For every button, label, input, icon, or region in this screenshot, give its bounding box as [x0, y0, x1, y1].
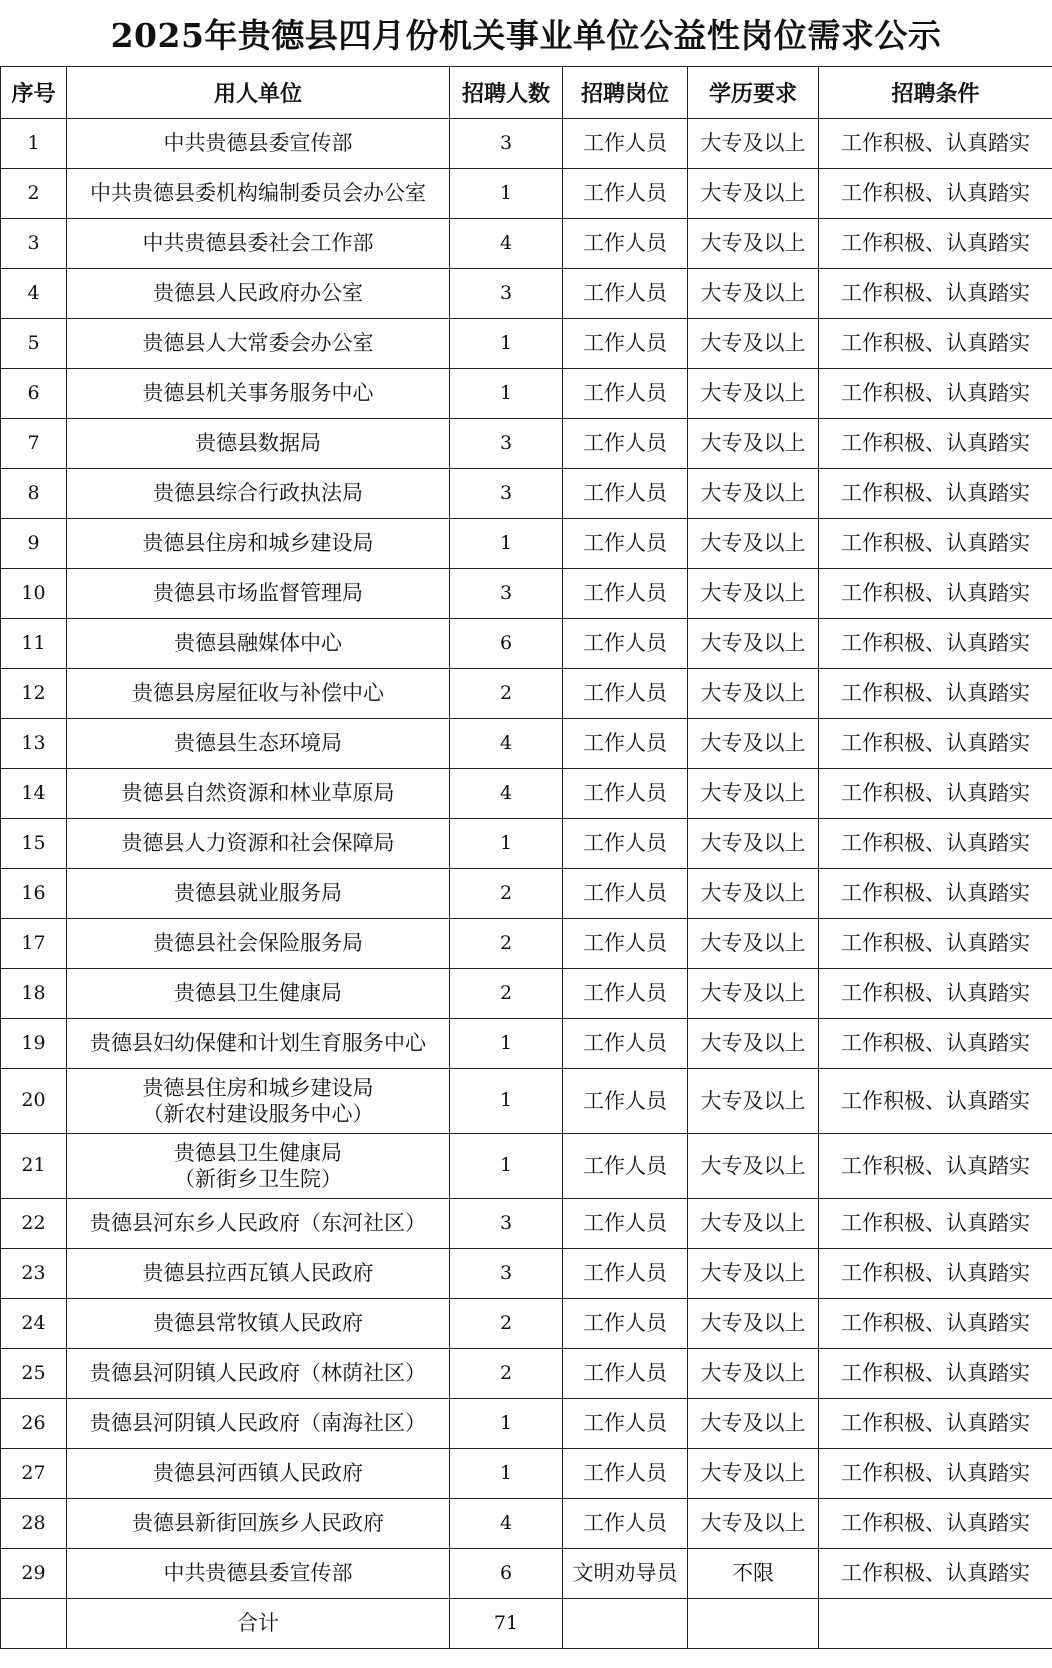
row-unit	[67, 369, 450, 419]
row-unit	[67, 1019, 450, 1069]
table-row	[1, 719, 1052, 769]
row-post: 工作人员	[563, 1199, 688, 1249]
row-unit	[67, 269, 450, 319]
row-education: 大专及以上	[688, 119, 819, 169]
row-index: 5	[1, 319, 67, 369]
row-conditions: 工作积极、认真踏实	[819, 819, 1052, 869]
row-count: 3	[450, 119, 563, 169]
row-conditions: 工作积极、认真踏实	[819, 1549, 1052, 1599]
row-unit	[67, 919, 450, 969]
table-row	[1, 1399, 1052, 1449]
row-education: 大专及以上	[688, 869, 819, 919]
table-row	[1, 1299, 1052, 1349]
table-row	[1, 169, 1052, 219]
row-unit-name: 贵德县新街回族乡人民政府	[132, 1511, 384, 1536]
row-index: 22	[1, 1199, 67, 1249]
table-row	[1, 119, 1052, 169]
row-post: 工作人员	[563, 669, 688, 719]
row-education: 不限	[688, 1549, 819, 1599]
row-education: 大专及以上	[688, 569, 819, 619]
row-count: 2	[450, 869, 563, 919]
row-conditions: 工作积极、认真踏实	[819, 1249, 1052, 1299]
table-row	[1, 269, 1052, 319]
row-education: 大专及以上	[688, 619, 819, 669]
row-education: 大专及以上	[688, 1199, 819, 1249]
row-post: 工作人员	[563, 769, 688, 819]
row-post: 工作人员	[563, 569, 688, 619]
table-row	[1, 819, 1052, 869]
row-post: 工作人员	[563, 1399, 688, 1449]
row-unit-name: 贵德县综合行政执法局	[153, 481, 363, 506]
row-unit-name: 贵德县河东乡人民政府（东河社区）	[90, 1211, 426, 1236]
row-index: 15	[1, 819, 67, 869]
row-index: 8	[1, 469, 67, 519]
row-post: 工作人员	[563, 1349, 688, 1399]
row-unit-name: 贵德县常牧镇人民政府	[153, 1311, 363, 1336]
row-post: 工作人员	[563, 319, 688, 369]
row-conditions: 工作积极、认真踏实	[819, 369, 1052, 419]
row-unit-name: 贵德县机关事务服务中心	[142, 381, 374, 406]
row-count: 1	[450, 1019, 563, 1069]
row-count: 4	[450, 719, 563, 769]
row-unit-name: 中共贵德县委宣传部	[163, 131, 353, 156]
row-unit-name: 贵德县人大常委会办公室	[142, 331, 374, 356]
row-count: 3	[450, 1249, 563, 1299]
row-conditions: 工作积极、认真踏实	[819, 619, 1052, 669]
row-unit	[67, 1134, 450, 1199]
row-conditions: 工作积极、认真踏实	[819, 1399, 1052, 1449]
row-count: 6	[450, 619, 563, 669]
header-count: 招聘人数	[450, 67, 563, 119]
row-education: 大专及以上	[688, 1399, 819, 1449]
row-education: 大专及以上	[688, 469, 819, 519]
row-count: 3	[450, 419, 563, 469]
row-count: 2	[450, 969, 563, 1019]
row-education: 大专及以上	[688, 1019, 819, 1069]
row-unit	[67, 1449, 450, 1499]
row-index: 25	[1, 1349, 67, 1399]
row-conditions: 工作积极、认真踏实	[819, 169, 1052, 219]
row-unit-name: 贵德县社会保险服务局	[153, 931, 363, 956]
row-unit-name: 贵德县妇幼保健和计划生育服务中心	[90, 1031, 426, 1056]
row-unit	[67, 1399, 450, 1449]
row-unit	[67, 619, 450, 669]
row-unit	[67, 1299, 450, 1349]
table-row	[1, 369, 1052, 419]
row-index: 23	[1, 1249, 67, 1299]
row-unit-name: 贵德县市场监督管理局	[153, 581, 363, 606]
table-row	[1, 1249, 1052, 1299]
row-index: 13	[1, 719, 67, 769]
row-conditions: 工作积极、认真踏实	[819, 919, 1052, 969]
row-count: 1	[450, 1399, 563, 1449]
row-unit-name: 贵德县人力资源和社会保障局	[121, 831, 395, 856]
row-conditions: 工作积极、认真踏实	[819, 219, 1052, 269]
table-row	[1, 1069, 1052, 1134]
total-row	[1, 1599, 1052, 1649]
row-conditions: 工作积极、认真踏实	[819, 319, 1052, 369]
table-row	[1, 1499, 1052, 1549]
table-row	[1, 869, 1052, 919]
total-index-cell	[1, 1599, 67, 1649]
row-unit-name: 贵德县卫生健康局	[174, 1140, 342, 1165]
row-education: 大专及以上	[688, 1069, 819, 1134]
row-education: 大专及以上	[688, 369, 819, 419]
row-unit-subname: （新农村建设服务中心）	[142, 1102, 374, 1126]
row-post: 工作人员	[563, 419, 688, 469]
total-edu-cell	[688, 1599, 819, 1649]
row-unit-name: 贵德县卫生健康局	[174, 981, 342, 1006]
row-unit	[67, 1199, 450, 1249]
table-row	[1, 1019, 1052, 1069]
row-conditions: 工作积极、认真踏实	[819, 1349, 1052, 1399]
total-label: 合计	[67, 1599, 450, 1649]
row-unit-name: 贵德县拉西瓦镇人民政府	[142, 1261, 374, 1286]
row-unit	[67, 469, 450, 519]
row-unit-name: 中共贵德县委社会工作部	[142, 231, 374, 256]
row-conditions: 工作积极、认真踏实	[819, 469, 1052, 519]
row-conditions: 工作积极、认真踏实	[819, 669, 1052, 719]
table-row	[1, 1449, 1052, 1499]
table-row	[1, 1349, 1052, 1399]
row-unit-name: 贵德县河阴镇人民政府（林荫社区）	[90, 1361, 426, 1386]
row-conditions: 工作积极、认真踏实	[819, 1199, 1052, 1249]
row-count: 1	[450, 1069, 563, 1134]
row-education: 大专及以上	[688, 269, 819, 319]
row-education: 大专及以上	[688, 1449, 819, 1499]
row-unit	[67, 819, 450, 869]
row-count: 3	[450, 269, 563, 319]
row-post: 工作人员	[563, 519, 688, 569]
row-education: 大专及以上	[688, 969, 819, 1019]
row-unit-name: 贵德县自然资源和林业草原局	[121, 781, 395, 806]
row-index: 29	[1, 1549, 67, 1599]
row-post: 工作人员	[563, 219, 688, 269]
table-row	[1, 969, 1052, 1019]
total-cond-cell	[819, 1599, 1052, 1649]
row-education: 大专及以上	[688, 669, 819, 719]
row-conditions: 工作积极、认真踏实	[819, 769, 1052, 819]
row-unit-name: 贵德县生态环境局	[174, 731, 342, 756]
row-education: 大专及以上	[688, 769, 819, 819]
row-unit-name: 中共贵德县委宣传部	[163, 1561, 353, 1586]
row-unit-name: 贵德县融媒体中心	[174, 631, 342, 656]
table-row	[1, 1134, 1052, 1199]
row-count: 6	[450, 1549, 563, 1599]
row-count: 2	[450, 1299, 563, 1349]
row-post: 工作人员	[563, 619, 688, 669]
row-education: 大专及以上	[688, 1134, 819, 1199]
row-count: 1	[450, 319, 563, 369]
page-title: 2025年贵德县四月份机关事业单位公益性岗位需求公示	[0, 0, 1052, 67]
row-unit	[67, 969, 450, 1019]
row-count: 1	[450, 519, 563, 569]
row-education: 大专及以上	[688, 519, 819, 569]
row-post: 工作人员	[563, 119, 688, 169]
row-conditions: 工作积极、认真踏实	[819, 1019, 1052, 1069]
row-post: 工作人员	[563, 1134, 688, 1199]
row-conditions: 工作积极、认真踏实	[819, 1134, 1052, 1199]
row-unit	[67, 1549, 450, 1599]
row-index: 21	[1, 1134, 67, 1199]
row-post: 工作人员	[563, 1249, 688, 1299]
row-conditions: 工作积极、认真踏实	[819, 1499, 1052, 1549]
row-unit-name: 贵德县住房和城乡建设局	[142, 531, 374, 556]
row-index: 14	[1, 769, 67, 819]
row-unit-name: 贵德县人民政府办公室	[153, 281, 363, 306]
row-index: 24	[1, 1299, 67, 1349]
row-count: 4	[450, 219, 563, 269]
row-count: 1	[450, 369, 563, 419]
table-row	[1, 569, 1052, 619]
row-index: 3	[1, 219, 67, 269]
table-row	[1, 919, 1052, 969]
row-conditions: 工作积极、认真踏实	[819, 1449, 1052, 1499]
table-body	[1, 119, 1052, 1599]
row-unit	[67, 169, 450, 219]
row-post: 工作人员	[563, 169, 688, 219]
row-unit-subname: （新街乡卫生院）	[174, 1167, 342, 1191]
row-post: 文明劝导员	[563, 1549, 688, 1599]
row-education: 大专及以上	[688, 819, 819, 869]
row-index: 20	[1, 1069, 67, 1134]
header-post: 招聘岗位	[563, 67, 688, 119]
row-index: 17	[1, 919, 67, 969]
row-conditions: 工作积极、认真踏实	[819, 969, 1052, 1019]
row-education: 大专及以上	[688, 1499, 819, 1549]
row-education: 大专及以上	[688, 1349, 819, 1399]
row-unit	[67, 719, 450, 769]
row-conditions: 工作积极、认真踏实	[819, 269, 1052, 319]
row-unit	[67, 119, 450, 169]
header-unit: 用人单位	[67, 67, 450, 119]
row-post: 工作人员	[563, 869, 688, 919]
header-conditions: 招聘条件	[819, 67, 1052, 119]
row-conditions: 工作积极、认真踏实	[819, 719, 1052, 769]
row-unit	[67, 869, 450, 919]
row-unit	[67, 1249, 450, 1299]
row-index: 10	[1, 569, 67, 619]
row-post: 工作人员	[563, 1499, 688, 1549]
total-count: 71	[450, 1599, 563, 1649]
row-index: 26	[1, 1399, 67, 1449]
row-index: 1	[1, 119, 67, 169]
row-index: 12	[1, 669, 67, 719]
row-count: 3	[450, 1199, 563, 1249]
row-count: 4	[450, 769, 563, 819]
row-conditions: 工作积极、认真踏实	[819, 869, 1052, 919]
row-count: 4	[450, 1499, 563, 1549]
row-conditions: 工作积极、认真踏实	[819, 569, 1052, 619]
row-post: 工作人员	[563, 269, 688, 319]
row-unit	[67, 519, 450, 569]
table-row	[1, 419, 1052, 469]
row-unit	[67, 769, 450, 819]
table-row	[1, 769, 1052, 819]
row-post: 工作人员	[563, 1299, 688, 1349]
row-unit-name: 贵德县河西镇人民政府	[153, 1461, 363, 1486]
row-count: 3	[450, 469, 563, 519]
row-unit-name: 贵德县河阴镇人民政府（南海社区）	[90, 1411, 426, 1436]
row-index: 16	[1, 869, 67, 919]
row-unit	[67, 1499, 450, 1549]
row-index: 4	[1, 269, 67, 319]
row-conditions: 工作积极、认真踏实	[819, 119, 1052, 169]
row-unit-name: 贵德县数据局	[195, 431, 321, 456]
row-education: 大专及以上	[688, 419, 819, 469]
row-unit	[67, 1349, 450, 1399]
row-count: 2	[450, 669, 563, 719]
row-unit-name: 贵德县住房和城乡建设局	[142, 1075, 374, 1100]
row-index: 6	[1, 369, 67, 419]
row-post: 工作人员	[563, 819, 688, 869]
row-index: 28	[1, 1499, 67, 1549]
row-education: 大专及以上	[688, 169, 819, 219]
row-index: 2	[1, 169, 67, 219]
row-index: 19	[1, 1019, 67, 1069]
table-row	[1, 469, 1052, 519]
row-education: 大专及以上	[688, 719, 819, 769]
header-education: 学历要求	[688, 67, 819, 119]
row-post: 工作人员	[563, 469, 688, 519]
table-row	[1, 319, 1052, 369]
row-index: 27	[1, 1449, 67, 1499]
row-education: 大专及以上	[688, 1249, 819, 1299]
row-conditions: 工作积极、认真踏实	[819, 1069, 1052, 1134]
row-unit-name: 中共贵德县委机构编制委员会办公室	[90, 181, 426, 206]
row-unit	[67, 319, 450, 369]
row-count: 1	[450, 1449, 563, 1499]
table-row	[1, 519, 1052, 569]
row-education: 大专及以上	[688, 219, 819, 269]
row-unit-name: 贵德县就业服务局	[174, 881, 342, 906]
row-post: 工作人员	[563, 719, 688, 769]
row-count: 1	[450, 1134, 563, 1199]
table-row	[1, 1199, 1052, 1249]
table-row	[1, 619, 1052, 669]
row-education: 大专及以上	[688, 319, 819, 369]
row-count: 2	[450, 1349, 563, 1399]
table-row	[1, 669, 1052, 719]
row-count: 1	[450, 169, 563, 219]
table-header-row	[1, 67, 1052, 119]
row-count: 2	[450, 919, 563, 969]
recruitment-table	[0, 66, 1052, 1649]
row-unit-name: 贵德县房屋征收与补偿中心	[132, 681, 384, 706]
row-count: 3	[450, 569, 563, 619]
row-index: 11	[1, 619, 67, 669]
row-count: 1	[450, 819, 563, 869]
row-conditions: 工作积极、认真踏实	[819, 1299, 1052, 1349]
row-unit	[67, 669, 450, 719]
row-post: 工作人员	[563, 969, 688, 1019]
row-education: 大专及以上	[688, 919, 819, 969]
row-conditions: 工作积极、认真踏实	[819, 419, 1052, 469]
row-index: 18	[1, 969, 67, 1019]
row-index: 7	[1, 419, 67, 469]
row-index: 9	[1, 519, 67, 569]
table-row	[1, 1549, 1052, 1599]
row-unit	[67, 1069, 450, 1134]
row-conditions: 工作积极、认真踏实	[819, 519, 1052, 569]
row-post: 工作人员	[563, 369, 688, 419]
row-unit	[67, 419, 450, 469]
row-education: 大专及以上	[688, 1299, 819, 1349]
row-unit	[67, 569, 450, 619]
total-post-cell	[563, 1599, 688, 1649]
row-post: 工作人员	[563, 1449, 688, 1499]
row-post: 工作人员	[563, 919, 688, 969]
row-post: 工作人员	[563, 1069, 688, 1134]
header-index: 序号	[1, 67, 67, 119]
row-post: 工作人员	[563, 1019, 688, 1069]
table-row	[1, 219, 1052, 269]
row-unit	[67, 219, 450, 269]
